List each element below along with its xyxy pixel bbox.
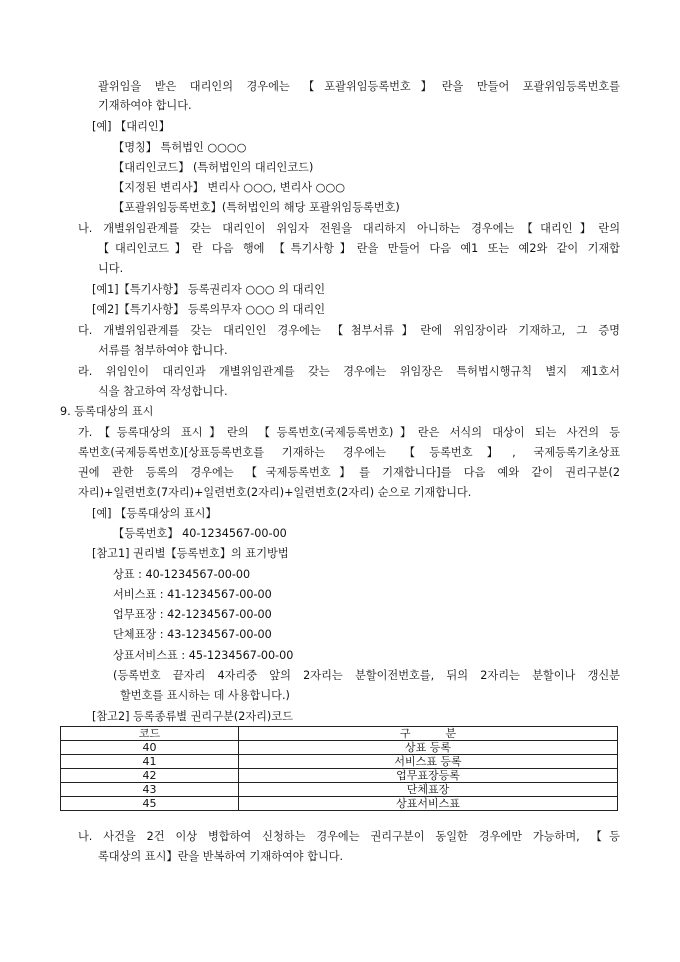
- text-line: 상표서비스표 : 45-1234567-00-00: [113, 649, 294, 662]
- category-cell: 단체표장: [239, 783, 618, 797]
- section-heading: 9. 등록대상의 표시: [60, 405, 154, 418]
- example-label: [예] 【대리인】: [92, 120, 170, 133]
- table-row: [61, 783, 618, 797]
- text-line: 라. 위임인이 대리인과 개별위임관계를 갖는 경우에는 위임장은 특허법시행규칙 별지 제1호서: [78, 365, 620, 378]
- reference-label: [참고2] 등록종류별 권리구분(2자리)코드: [92, 710, 293, 723]
- text-line: 록번호(국제등록번호)[상표등록번호를 기재하는 경우에는 【등록번호】, 국제등록기초상표: [78, 446, 620, 459]
- text-line: 서비스표 : 41-1234567-00-00: [113, 588, 272, 601]
- text-line: 나. 사건을 2건 이상 병합하여 신청하는 경우에는 권리구분이 동일한 경우에만 가능하며, 【등: [78, 830, 620, 843]
- text-line: 【등록번호】 40-1234567-00-00: [113, 527, 287, 540]
- example-line: [예2]【특기사항】 등록의무자 ○○○ 의 대리인: [92, 303, 326, 316]
- example-line: [예1]【특기사항】 등록권리자 ○○○ 의 대리인: [92, 283, 326, 296]
- reference-label: [참고1] 권리별【등록번호】의 표기방법: [92, 547, 289, 560]
- category-cell: 업무표장등록: [239, 769, 618, 783]
- text-line: 나. 개별위임관계를 갖는 대리인이 위임자 전원을 대리하지 아니하는 경우에는【대리인】란의: [78, 222, 620, 235]
- column-header: 구 분: [239, 727, 618, 741]
- rights-code-table: [60, 726, 618, 811]
- text-line: 자리)+일련번호(7자리)+일련번호(2자리)+일련번호(2자리) 순으로 기재합니다.: [78, 486, 472, 499]
- text-line: 니다.: [98, 262, 124, 275]
- column-header: 코드: [61, 727, 239, 741]
- text-line: 【대리인코드】란 다음 행에 【특기사항】란을 만들어 다음 예1 또는 예2와 같이 기재합: [98, 242, 620, 255]
- text-line: 다. 개별위임관계를 갖는 대리인인 경우에는 【첨부서류】란에 위임장이라 기재하고, 그 증명: [78, 324, 620, 337]
- text-line: 권에 관한 등록의 경우에는 【국제등록번호】를 기재합니다]를 다음 예와 같이 권리구분(2: [78, 466, 620, 479]
- category-cell: 상표서비스표: [239, 797, 618, 811]
- example-label: [예] 【등록대상의 표시】: [92, 507, 217, 520]
- text-line: 록대상의 표시】란을 반복하여 기재하여야 합니다.: [98, 850, 344, 863]
- code-cell: 41: [61, 755, 239, 769]
- text-line: 상표 : 40-1234567-00-00: [113, 568, 251, 581]
- table-row: [61, 741, 618, 755]
- text-line: 가.【등록대상의 표시】란의 【등록번호(국제등록번호)】란은 서식의 대상이 되는 사건의 등: [78, 426, 620, 439]
- category-cell: 서비스표 등록: [239, 755, 618, 769]
- code-cell: 43: [61, 783, 239, 797]
- text-line: 할번호를 표시하는 데 사용합니다.): [120, 689, 290, 702]
- text-line: 업무표장 : 42-1234567-00-00: [113, 608, 272, 621]
- table-row: [61, 769, 618, 783]
- text-line: (등록번호 끝자리 4자리중 앞의 2자리는 분할이전번호를, 뒤의 2자리는 분할이나 갱신분: [113, 669, 620, 682]
- category-cell: 상표 등록: [239, 741, 618, 755]
- code-cell: 42: [61, 769, 239, 783]
- text-line: 【명칭】 특허법인 ○○○○: [113, 141, 247, 154]
- text-line: 【지정된 변리사】 변리사 ○○○, 변리사 ○○○: [113, 181, 345, 194]
- code-cell: 45: [61, 797, 239, 811]
- text-line: 【포괄위임등록번호】(특허법인의 해당 포괄위임등록번호): [113, 201, 400, 214]
- text-line: 괄위임을 받은 대리인의 경우에는 【포괄위임등록번호】란을 만들어 포괄위임등록번호를: [98, 80, 620, 93]
- text-line: 【대리인코드】 (특허법인의 대리인코드): [113, 161, 314, 174]
- text-line: 단체표장 : 43-1234567-00-00: [113, 628, 272, 641]
- text-line: 기재하여야 합니다.: [98, 99, 192, 112]
- table-header-row: [61, 727, 618, 741]
- table-row: [61, 755, 618, 769]
- text-line: 식을 참고하여 작성합니다.: [98, 385, 228, 398]
- code-cell: 40: [61, 741, 239, 755]
- table-row: [61, 797, 618, 811]
- text-line: 서류를 첨부하여야 합니다.: [98, 344, 228, 357]
